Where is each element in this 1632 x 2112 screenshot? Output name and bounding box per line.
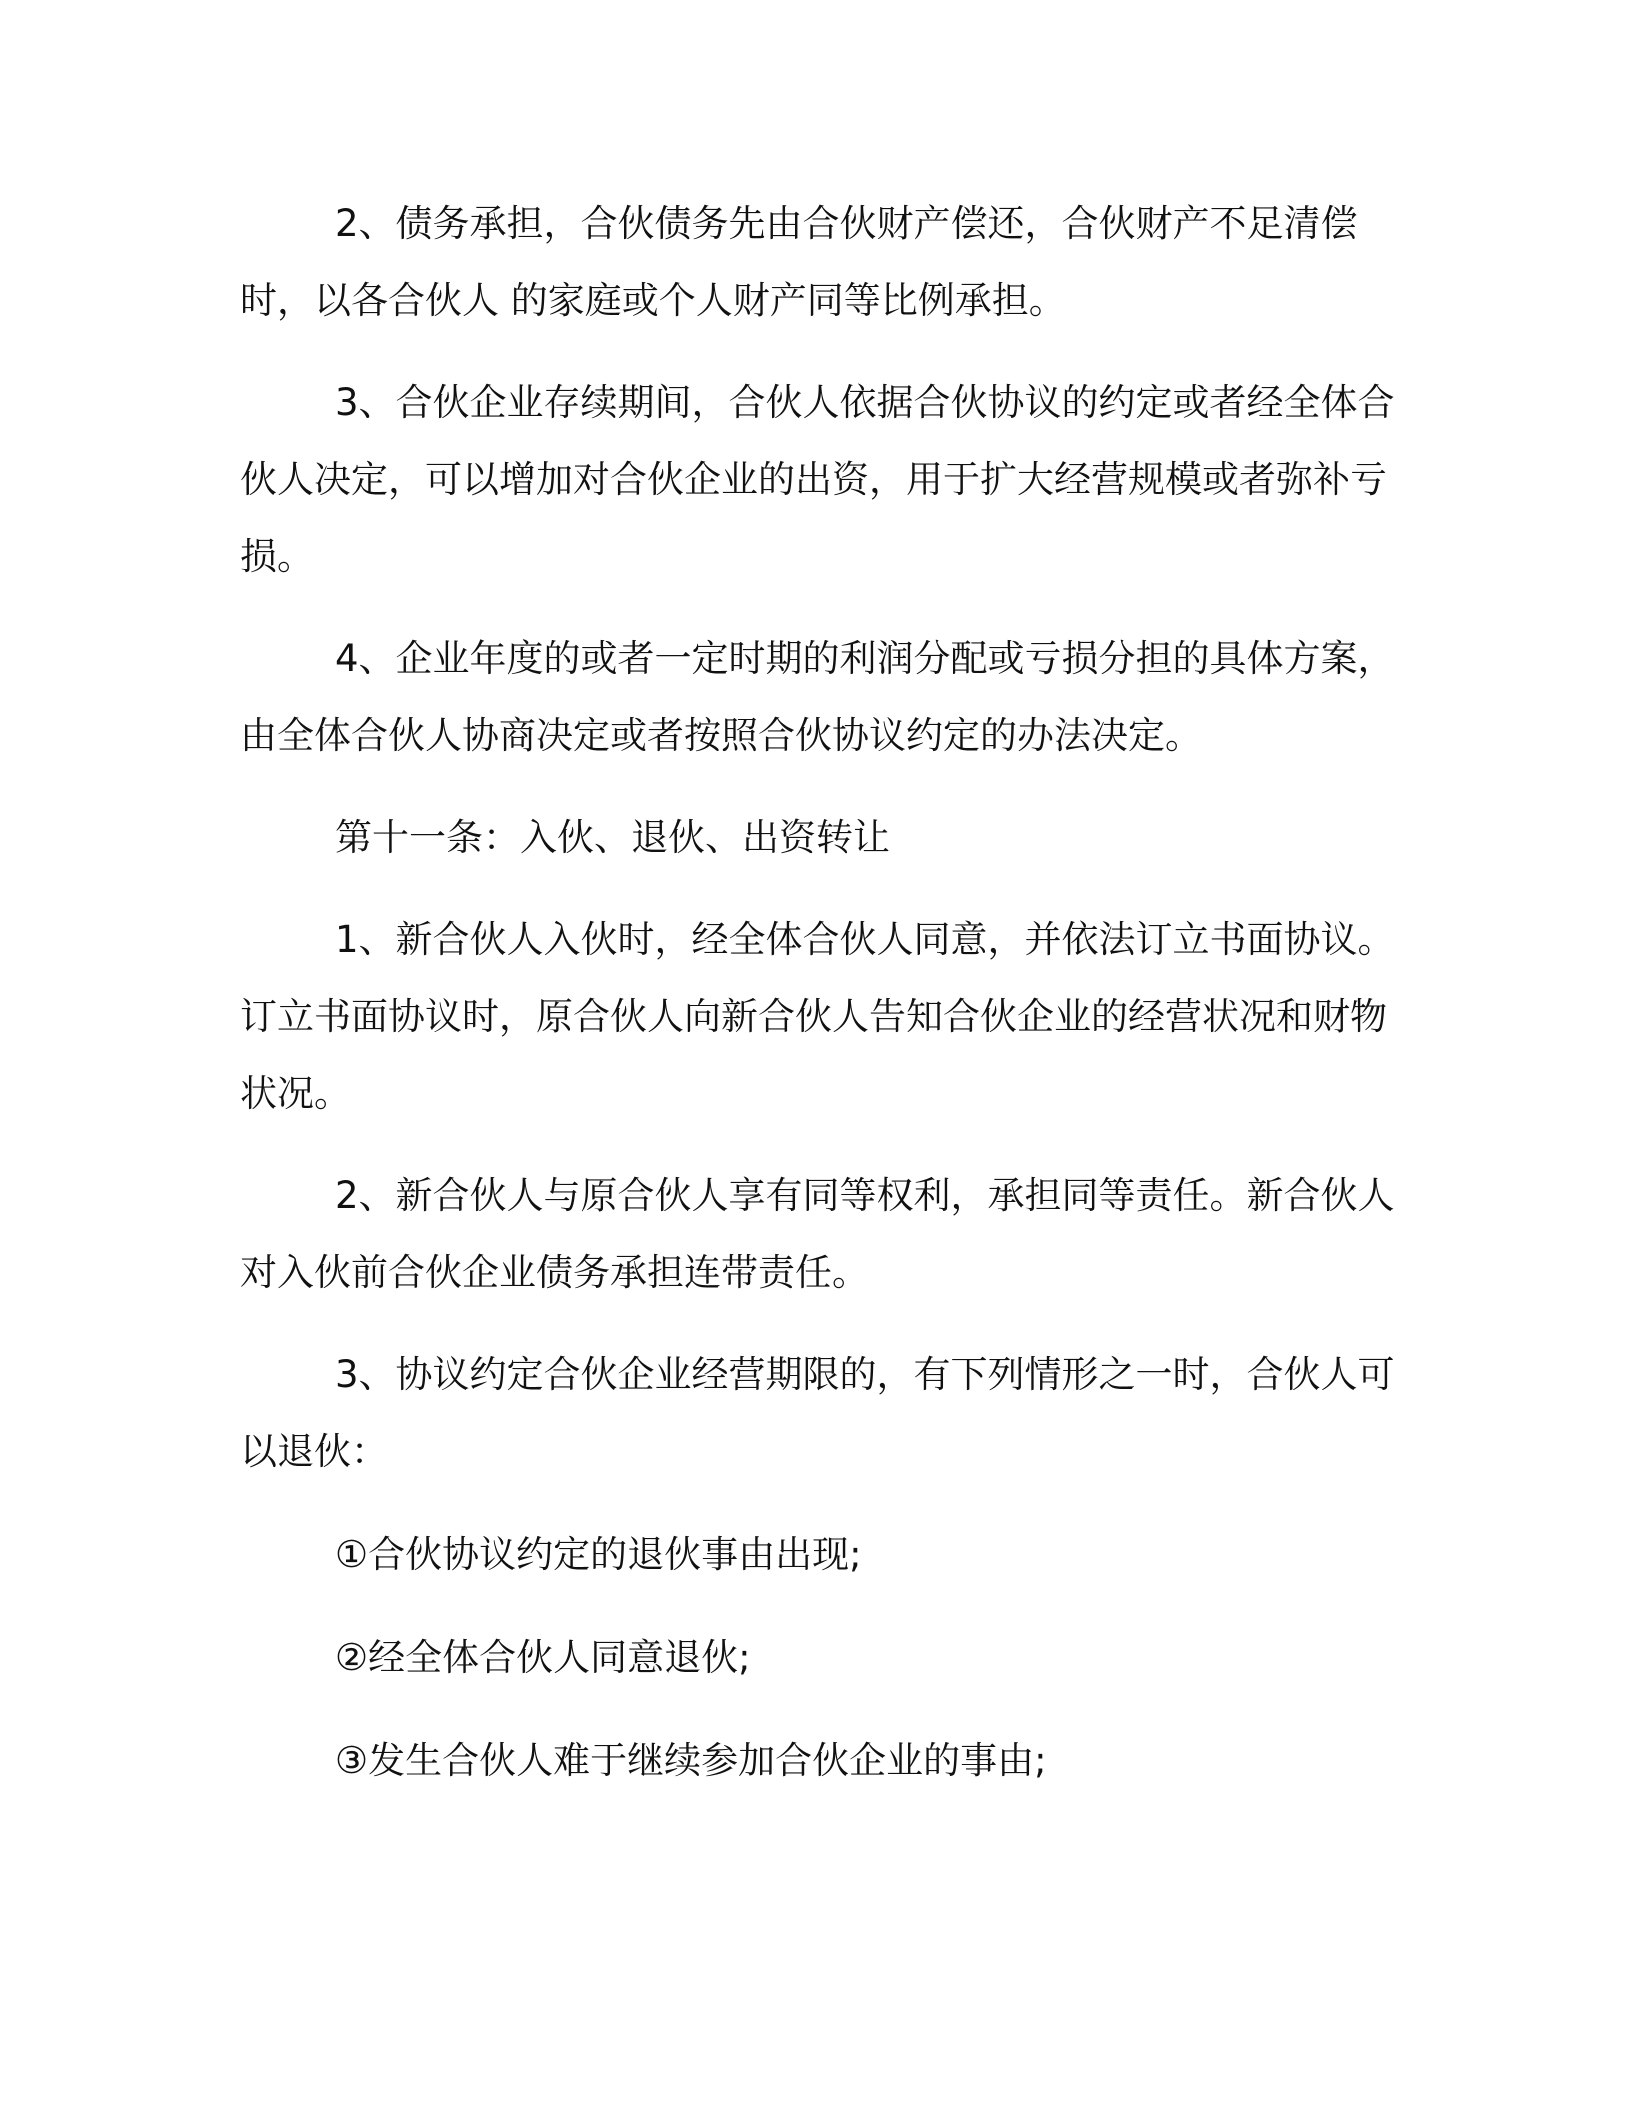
article-heading: 第十一条：入伙、退伙、出资转让 [335,816,890,859]
list-item-withdrawal-1: ①合伙协议约定的退伙事由出现; [335,1533,862,1576]
paragraph-new-partner-admission: 1、新合伙人入伙时，经全体合伙人同意，并依法订立书面协议。订立书面协议时，原合伙人向新合伙人告知合伙企业的经营状况和财物状况。 [240,918,1395,1115]
list-item-withdrawal-2: ②经全体合伙人同意退伙; [335,1636,751,1679]
paragraph-profit-distribution: 4、企业年度的或者一定时期的利润分配或亏损分担的具体方案，由全体合伙人协商决定或者按照合伙协议约定的办法决定。 [240,637,1395,757]
document-body [240,185,1410,1799]
paragraph-new-partner-rights: 2、新合伙人与原合伙人享有同等权利，承担同等责任。新合伙人对入伙前合伙企业债务承担连带责任。 [240,1174,1395,1294]
paragraph-additional-capital: 3、合伙企业存续期间，合伙人依据合伙协议的约定或者经全体合伙人决定，可以增加对合伙企业的出资，用于扩大经营规模或者弥补亏损。 [240,381,1395,578]
paragraph-debt-liability: 2、债务承担，合伙债务先由合伙财产偿还，合伙财产不足清偿时，以各合伙人 的家庭或个人财产同等比例承担。 [240,202,1358,322]
paragraph-withdrawal-conditions: 3、协议约定合伙企业经营期限的，有下列情形之一时，合伙人可以退伙： [240,1353,1395,1473]
list-item-withdrawal-3: ③发生合伙人难于继续参加合伙企业的事由; [335,1739,1047,1782]
